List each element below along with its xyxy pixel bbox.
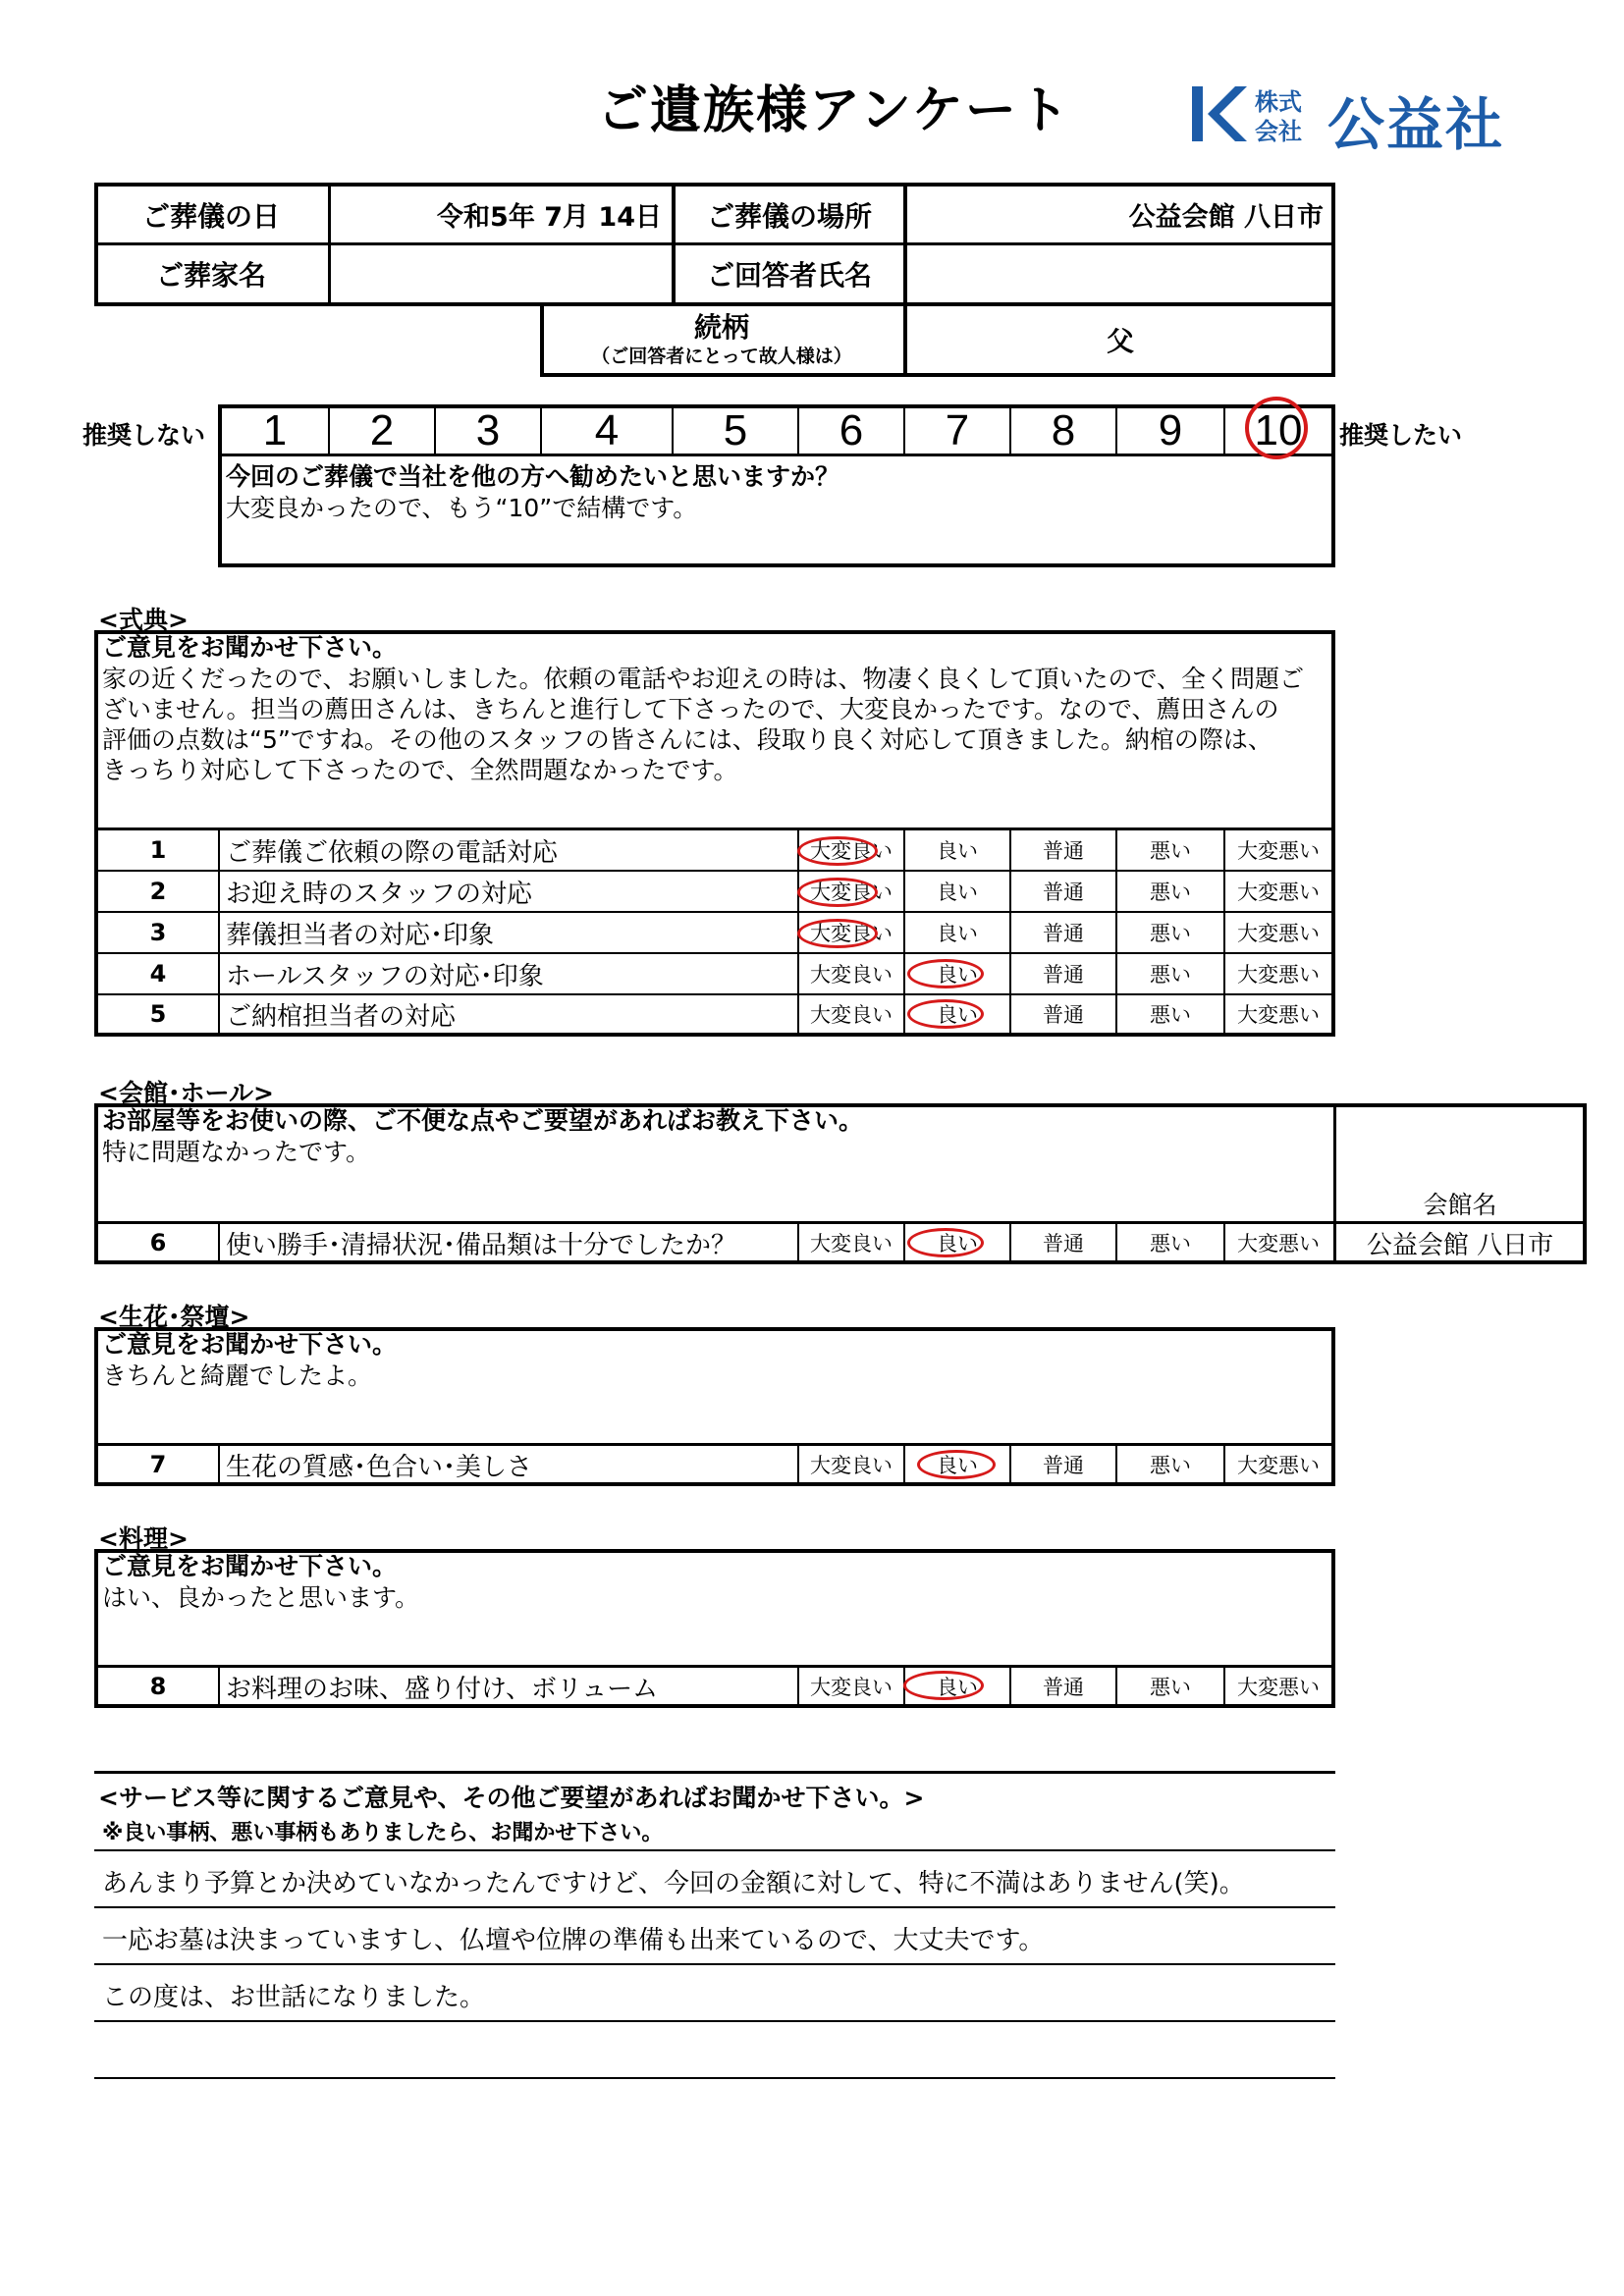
nps-option-4[interactable]: 4 — [594, 406, 620, 454]
nps-left-label: 推奨しない — [82, 421, 206, 450]
hall-name-label: 会館名 — [1423, 1191, 1497, 1219]
date-value: 令和5年 7月 14日 — [437, 202, 662, 233]
rating-very-good[interactable]: 大変良い — [810, 1454, 893, 1477]
flowers-question: ご意見をお聞かせ下さい。 — [102, 1330, 398, 1359]
nps-option-6[interactable]: 6 — [839, 406, 864, 454]
food-answer: はい、良かったと思います。 — [102, 1583, 420, 1612]
page-title: ご遺族様アンケート — [597, 81, 1071, 140]
logo-name: 公益社 — [1327, 91, 1505, 158]
hall-name-value: 公益会館 八日市 — [1366, 1230, 1554, 1260]
relation-value: 父 — [1106, 325, 1134, 357]
rating-bad[interactable]: 悪い — [1150, 881, 1191, 904]
flowers-answer: きちんと綺麗でしたよ。 — [102, 1362, 373, 1390]
rating-very-good[interactable]: 大変良い — [810, 922, 893, 945]
comments-heading: <サービス等に関するご意見や、その他ご要望があればお聞かせ下さい。> — [98, 1784, 925, 1812]
company-logo — [1190, 82, 1553, 158]
rating-good[interactable]: 良い — [937, 1003, 978, 1027]
respondent-value — [907, 245, 1333, 302]
item-text: 生花の質感･色合い･美しさ — [226, 1452, 533, 1482]
item-number: 8 — [149, 1673, 167, 1700]
rating-average[interactable]: 普通 — [1043, 839, 1084, 863]
rating-good[interactable]: 良い — [937, 963, 978, 987]
rating-average[interactable]: 普通 — [1043, 1676, 1084, 1699]
comment-line-2: 一応お墓は決まっていますし、仏壇や位牌の準備も出来ているので、大丈夫です。 — [102, 1926, 1045, 1955]
nps-option-10[interactable]: 10 — [1254, 406, 1303, 454]
rating-very-good[interactable]: 大変良い — [810, 963, 893, 987]
food-heading: <料理> — [98, 1524, 189, 1553]
rating-average[interactable]: 普通 — [1043, 922, 1084, 945]
rating-average[interactable]: 普通 — [1043, 881, 1084, 904]
item-number: 2 — [149, 878, 167, 905]
nps-option-9[interactable]: 9 — [1158, 406, 1183, 454]
family-label: ご葬家名 — [155, 259, 266, 292]
item-number: 6 — [149, 1229, 167, 1256]
item-number: 3 — [149, 919, 167, 946]
rating-very-good[interactable]: 大変良い — [810, 1676, 893, 1699]
nps-right-label: 推奨したい — [1339, 421, 1463, 450]
rating-very-bad[interactable]: 大変悪い — [1237, 1003, 1320, 1027]
nps-option-2[interactable]: 2 — [369, 406, 395, 454]
item-text: ホールスタッフの対応･印象 — [226, 961, 544, 991]
hall-answer: 特に問題なかったです。 — [102, 1138, 371, 1166]
rating-average[interactable]: 普通 — [1043, 1454, 1084, 1477]
item-text: お迎え時のスタッフの対応 — [226, 879, 533, 909]
date-label: ご葬儀の日 — [141, 199, 280, 233]
ceremony-question: ご意見をお聞かせ下さい。 — [102, 633, 398, 662]
comment-line-3: この度は、お世話になりました。 — [102, 1983, 486, 2012]
comments-subheading: ※良い事柄、悪い事柄もありましたら、お聞かせ下さい。 — [102, 1821, 664, 1845]
rating-good[interactable]: 良い — [937, 1454, 978, 1477]
ceremony-answer-line-1: 家の近くだったので、お願いしました。依頼の電話やお迎えの時は、物凄く良くして頂いたので、全く問題ご — [102, 665, 1305, 693]
rating-bad[interactable]: 悪い — [1150, 839, 1191, 863]
rating-good[interactable]: 良い — [937, 881, 978, 904]
nps-option-1[interactable]: 1 — [262, 406, 288, 454]
ceremony-heading: <式典> — [98, 606, 189, 634]
item-text: 葬儀担当者の対応･印象 — [226, 920, 495, 950]
hall-heading: <会館･ホール> — [98, 1079, 274, 1107]
item-text: ご葬儀ご依頼の際の電話対応 — [226, 837, 559, 868]
relation-sublabel: （ご回答者にとって故人様は） — [591, 346, 852, 367]
comment-line-1: あんまり予算とか決めていなかったんですけど、今回の金額に対して、特に不満はありません(笑)。 — [102, 1869, 1245, 1898]
rating-good[interactable]: 良い — [937, 922, 978, 945]
rating-average[interactable]: 普通 — [1043, 963, 1084, 987]
rating-good[interactable]: 良い — [937, 839, 978, 863]
food-question: ご意見をお聞かせ下さい。 — [102, 1552, 398, 1580]
rating-very-good[interactable]: 大変良い — [810, 839, 893, 863]
nps-answer: 大変良かったので、もう“10”で結構です。 — [226, 494, 698, 522]
rating-good[interactable]: 良い — [937, 1232, 978, 1255]
rating-bad[interactable]: 悪い — [1150, 1003, 1191, 1027]
ceremony-answer-line-4: きっちり対応して下さったので、全然問題なかったです。 — [102, 756, 738, 784]
respondent-label: ご回答者氏名 — [706, 259, 872, 292]
item-text: お料理のお味、盛り付け、ボリューム — [226, 1674, 659, 1704]
item-number: 5 — [149, 1000, 167, 1028]
nps-option-3[interactable]: 3 — [475, 406, 501, 454]
nps-question: 今回のご葬儀で当社を他の方へ勧めたいと思いますか？ — [226, 462, 840, 491]
nps-option-8[interactable]: 8 — [1051, 406, 1076, 454]
nps-option-7[interactable]: 7 — [945, 406, 970, 454]
rating-average[interactable]: 普通 — [1043, 1232, 1084, 1255]
rating-average[interactable]: 普通 — [1043, 1003, 1084, 1027]
family-value — [330, 245, 672, 302]
rating-very-bad[interactable]: 大変悪い — [1237, 963, 1320, 987]
logo-prefix-bottom: 会社 — [1255, 118, 1302, 145]
hall-question: お部屋等をお使いの際、ご不便な点やご要望があればお教え下さい。 — [102, 1106, 864, 1135]
item-number: 1 — [149, 836, 167, 864]
item-text: ご納棺担当者の対応 — [226, 1001, 457, 1032]
rating-bad[interactable]: 悪い — [1150, 1676, 1191, 1699]
rating-bad[interactable]: 悪い — [1150, 963, 1191, 987]
item-text: 使い勝手･清掃状況･備品類は十分でしたか？ — [226, 1230, 737, 1260]
flowers-heading: <生花･祭壇> — [98, 1303, 250, 1331]
rating-very-bad[interactable]: 大変悪い — [1237, 922, 1320, 945]
rating-very-bad[interactable]: 大変悪い — [1237, 1232, 1320, 1255]
rating-bad[interactable]: 悪い — [1150, 1454, 1191, 1477]
ceremony-answer-line-3: 評価の点数は“5”ですね。その他のスタッフの皆さんには、段取り良く対応して頂きました。納棺の際は、 — [102, 725, 1272, 754]
nps-option-5[interactable]: 5 — [723, 406, 748, 454]
rating-very-good[interactable]: 大変良い — [810, 1232, 893, 1255]
place-label: ご葬儀の場所 — [706, 199, 872, 233]
rating-very-bad[interactable]: 大変悪い — [1237, 1676, 1320, 1699]
rating-very-good[interactable]: 大変良い — [810, 881, 893, 904]
rating-bad[interactable]: 悪い — [1150, 922, 1191, 945]
rating-good[interactable]: 良い — [937, 1676, 978, 1699]
item-number: 7 — [149, 1451, 167, 1478]
logo-mark-icon — [1190, 84, 1249, 143]
rating-very-good[interactable]: 大変良い — [810, 1003, 893, 1027]
rating-bad[interactable]: 悪い — [1150, 1232, 1191, 1255]
rating-very-bad[interactable]: 大変悪い — [1237, 881, 1320, 904]
ceremony-answer-line-2: ざいません。担当の薦田さんは、きちんと進行して下さったので、大変良かったです。なので、薦田さんの — [102, 695, 1279, 723]
relation-label: 続柄 — [693, 311, 749, 344]
rating-very-bad[interactable]: 大変悪い — [1237, 1454, 1320, 1477]
rating-very-bad[interactable]: 大変悪い — [1237, 839, 1320, 863]
logo-prefix-top: 株式 — [1255, 88, 1302, 116]
item-number: 4 — [149, 960, 167, 988]
place-value: 公益会館 八日市 — [1128, 202, 1324, 233]
